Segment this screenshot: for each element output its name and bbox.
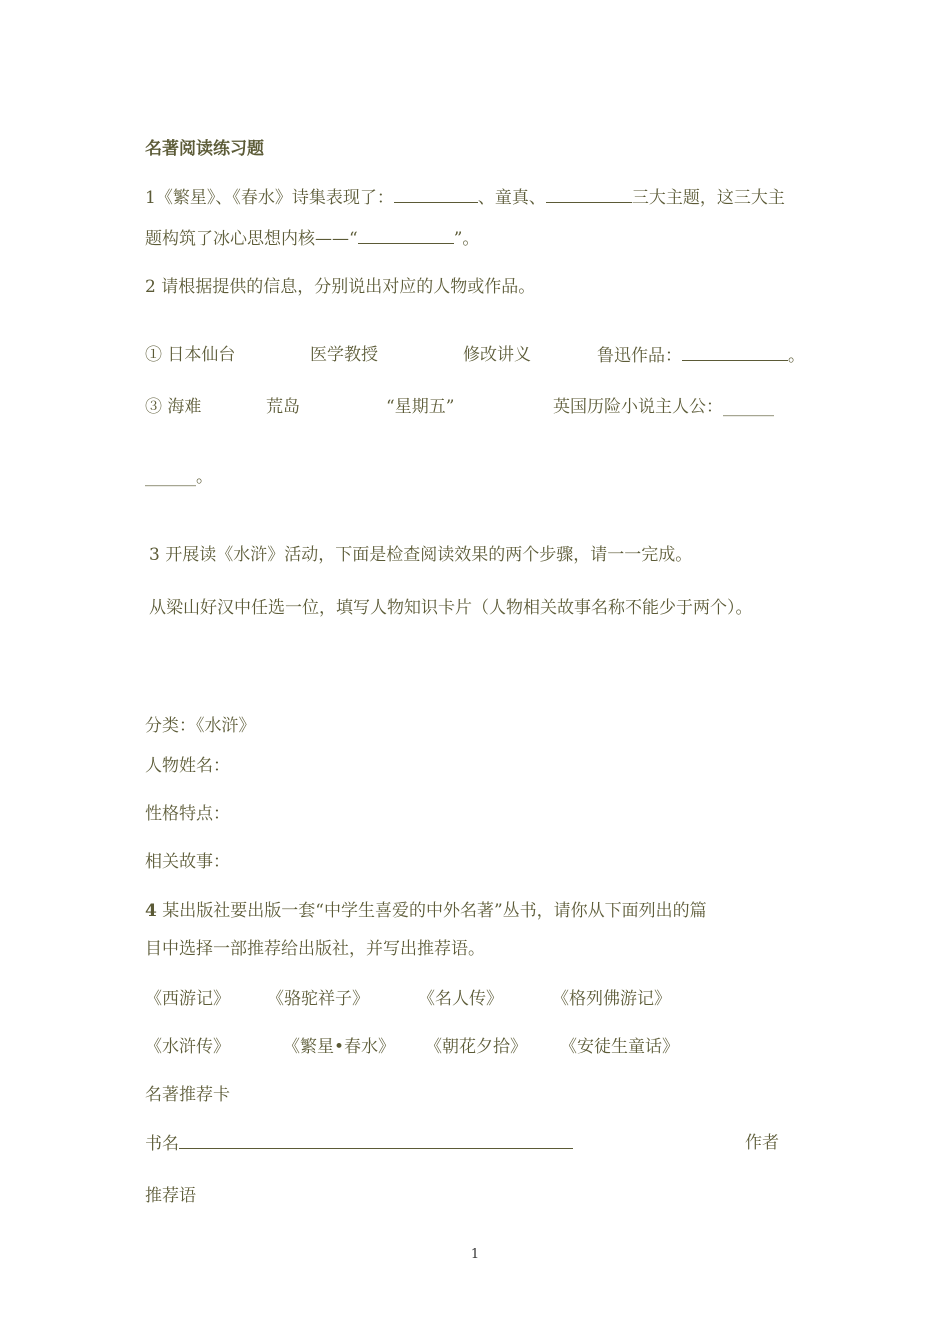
question-1-line-1 <box>145 185 785 210</box>
book-name-blank[interactable] <box>179 1131 573 1149</box>
q1-text-1: 1《繁星》、《春水》诗集表现了： <box>145 188 394 208</box>
card-character-traits: 性格特点： <box>145 804 230 824</box>
question-4-line-1 <box>145 899 707 923</box>
q1-text-4: 题构筑了冰心思想内核——“ <box>145 229 358 249</box>
q2-row1-item-2: 医学教授 <box>310 345 378 365</box>
q4-text-1: 某出版社要出版一套“中学生喜爱的中外名著”丛书，请你从下面列出的篇 <box>156 901 707 921</box>
book-item: 《格列佛游记》 <box>552 989 671 1009</box>
q2-row1-item-3: 修改讲义 <box>463 345 531 365</box>
question-2-intro: 2 请根据提供的信息，分别说出对应的人物或作品。 <box>145 277 536 297</box>
q2-row1-label: 鲁迅作品： <box>597 346 682 366</box>
page-title: 名著阅读练习题 <box>145 139 264 159</box>
q2-blank-1[interactable] <box>682 343 788 361</box>
q2-row2-item-4: 英国历险小说主人公：______ <box>553 397 774 417</box>
book-item: 《名人传》 <box>418 989 503 1009</box>
book-item: 《安徒生童话》 <box>560 1037 679 1057</box>
q2-row2-continuation: ______。 <box>145 467 213 487</box>
q1-text-3: 三大主题，这三大主 <box>631 188 785 208</box>
question-1-line-2 <box>145 226 479 251</box>
book-item: 《骆驼祥子》 <box>267 989 369 1009</box>
book-item: 《西游记》 <box>145 989 230 1009</box>
book-item: 《繁星•春水》 <box>283 1037 396 1057</box>
question-3-task: 从梁山好汉中任选一位，填写人物知识卡片（人物相关故事名称不能少于两个）。 <box>149 598 753 618</box>
q1-blank-1[interactable] <box>394 185 478 203</box>
q2-row2-item-1: ③ 海难 <box>145 397 202 417</box>
recommend-card-title: 名著推荐卡 <box>145 1085 230 1105</box>
recommend-text-label: 推荐语 <box>145 1186 196 1206</box>
book-item: 《水浒传》 <box>145 1037 230 1057</box>
card-character-name: 人物姓名： <box>145 756 230 776</box>
book-item: 《朝花夕拾》 <box>425 1037 527 1057</box>
card-related-stories: 相关故事： <box>145 852 230 872</box>
card-category: 分类：《水浒》 <box>145 716 256 736</box>
page-number: 1 <box>470 1247 480 1262</box>
q2-row1-item-1: ① 日本仙台 <box>145 345 236 365</box>
book-name-row <box>145 1131 573 1156</box>
author-label: 作者 <box>745 1133 779 1153</box>
q1-text-2: 、童真、 <box>477 188 546 208</box>
q4-number: 4 <box>145 901 157 921</box>
q2-row2-item-2: 荒岛 <box>266 397 300 417</box>
q1-text-5: ”。 <box>453 229 480 249</box>
q2-row2-item-3: “星期五” <box>386 397 455 417</box>
q2-row1-item-4 <box>597 343 805 368</box>
q1-blank-2[interactable] <box>546 185 632 203</box>
question-3-intro: 3 开展读《水浒》活动，下面是检查阅读效果的两个步骤，请一一完成。 <box>149 545 693 565</box>
q2-row1-end: 。 <box>788 346 805 366</box>
q1-blank-3[interactable] <box>358 226 454 244</box>
book-name-label: 书名 <box>145 1134 179 1154</box>
question-4-line-2: 目中选择一部推荐给出版社，并写出推荐语。 <box>145 939 485 959</box>
